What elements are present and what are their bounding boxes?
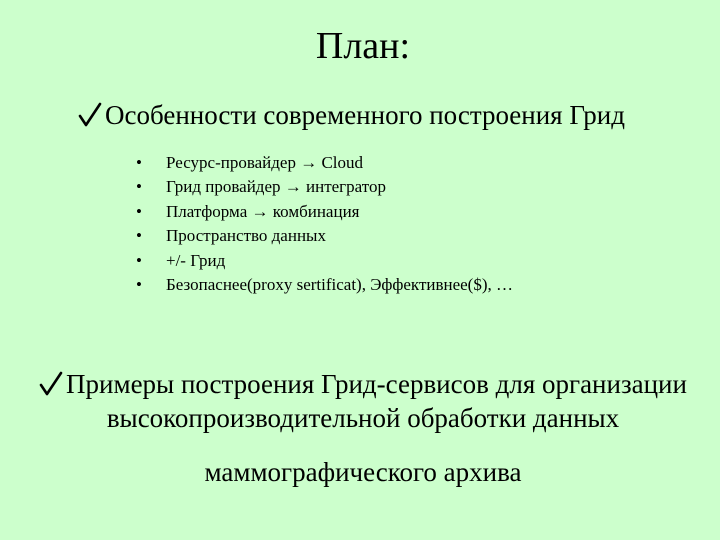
features-bullet-list	[136, 151, 513, 297]
slide-title: План:	[315, 25, 411, 67]
checkmark-icon	[39, 371, 63, 397]
list-item: • Безопаснее(proxy sertificat), Эффективнее($), …	[136, 273, 513, 297]
section-heading-examples	[28, 367, 698, 489]
section-heading-examples-line3: маммографического архива	[204, 457, 522, 487]
list-item: • Пространство данных	[136, 224, 513, 248]
section-heading-features-text: Особенности современного построения Грид	[105, 100, 625, 130]
section-heading-examples-line1: Примеры построения Грид-сервисов для организации	[28, 367, 698, 401]
right-arrow-icon: →	[300, 153, 318, 172]
bullet-icon: •	[136, 226, 142, 246]
right-arrow-icon: →	[284, 177, 302, 197]
list-item: • +/- Грид	[136, 249, 513, 273]
checkmark-icon	[78, 102, 102, 128]
list-item: • Ресурс-провайдер → Cloud	[136, 151, 513, 175]
bullet-icon: •	[136, 250, 142, 270]
bullet-icon: •	[136, 153, 142, 172]
bullet-icon: •	[136, 177, 142, 197]
list-item: • Грид провайдер → интегратор	[136, 175, 513, 199]
section-heading-examples-line2: высокопроизводительной обработки данных	[106, 403, 620, 433]
bullet-icon: •	[136, 275, 142, 295]
bullet-icon: •	[136, 201, 142, 221]
section-heading-features	[78, 98, 625, 132]
list-item: • Платформа → комбинация	[136, 200, 513, 224]
right-arrow-icon: →	[251, 201, 269, 221]
